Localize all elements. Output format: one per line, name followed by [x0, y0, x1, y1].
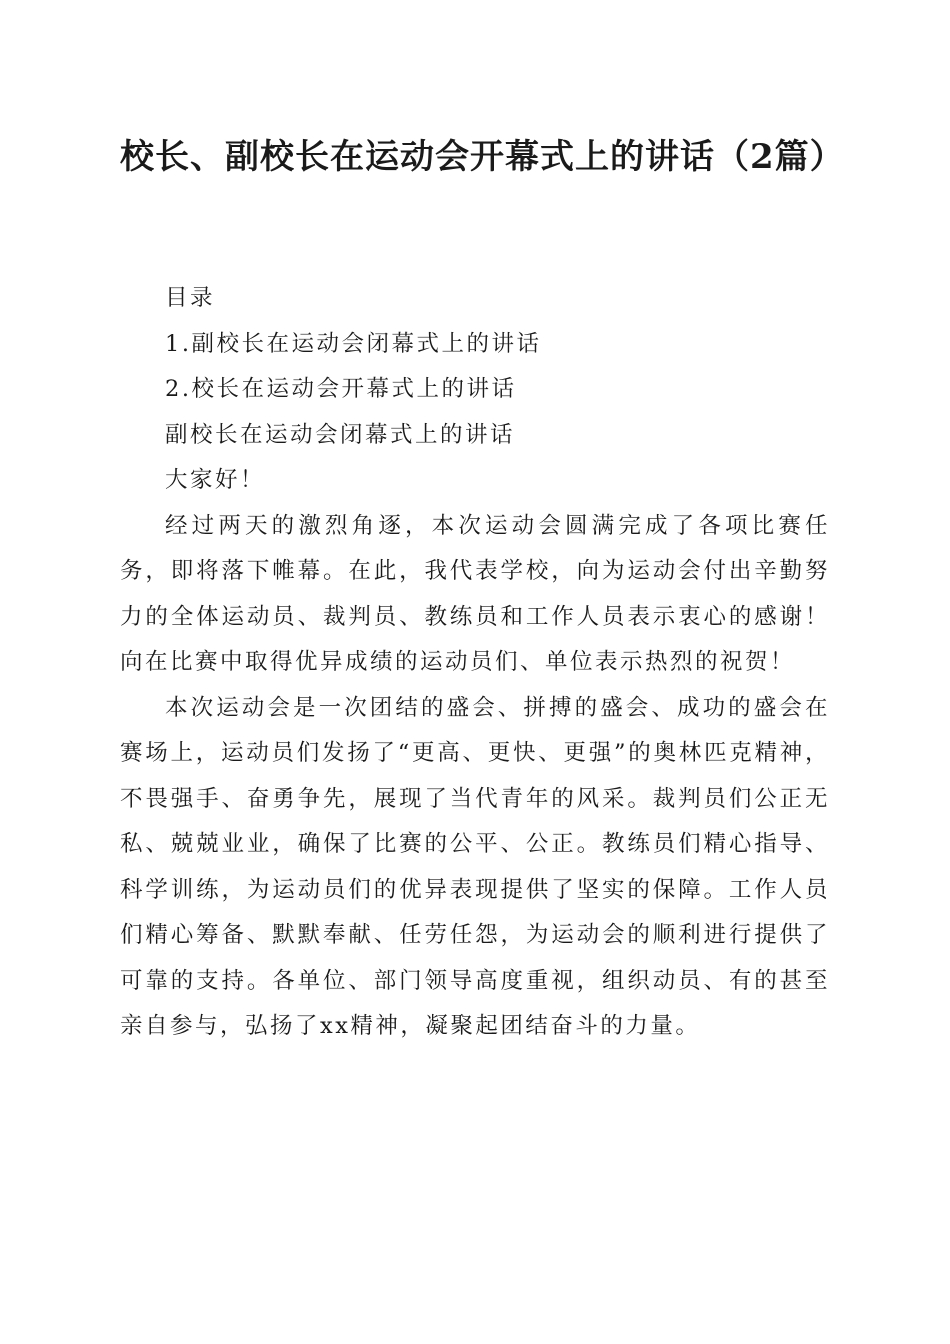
- greeting: 大家好！: [165, 467, 266, 493]
- toc-heading: 目录: [165, 285, 216, 311]
- section-title: 副校长在运动会闭幕式上的讲话: [165, 421, 516, 448]
- paragraph-2: 本次运动会是一次团结的盛会、拼搏的盛会、成功的盛会在赛场上，运动员们发扬了“更高、更快、更强”的奥林匹克精神，不畏强手、奋勇争先，展现了当代青年的风采。裁判员们公正无私、兢兢业业，确保了比赛的公平、公正。教练员们精心指导、科学训练，为运动员们的优异表现提供了坚实的保障。工作人员们精心筹备、默默奉献、任劳任怨，为运动会的顺利进行提供了可靠的支持。各单位、部门领导高度重视，组织动员、有的甚至亲自参与，弘扬了xx精神，凝聚起团结奋斗的力量。: [120, 694, 830, 1039]
- toc-item-1: 1.副校长在运动会闭幕式上的讲话: [165, 330, 542, 357]
- document-title: 校长、副校长在运动会开幕式上的讲话（2篇）: [120, 137, 845, 177]
- paragraph-1: 经过两天的激烈角逐，本次运动会圆满完成了各项比赛任务，即将落下帷幕。在此，我代表学校，向为运动会付出辛勤努力的全体运动员、裁判员、教练员和工作人员表示衷心的感谢！向在比赛中取得优异成绩的运动员们、单位表示热烈的祝贺！: [120, 512, 830, 675]
- toc-item-2: 2.校长在运动会开幕式上的讲话: [165, 376, 517, 402]
- document-body: [120, 276, 830, 1050]
